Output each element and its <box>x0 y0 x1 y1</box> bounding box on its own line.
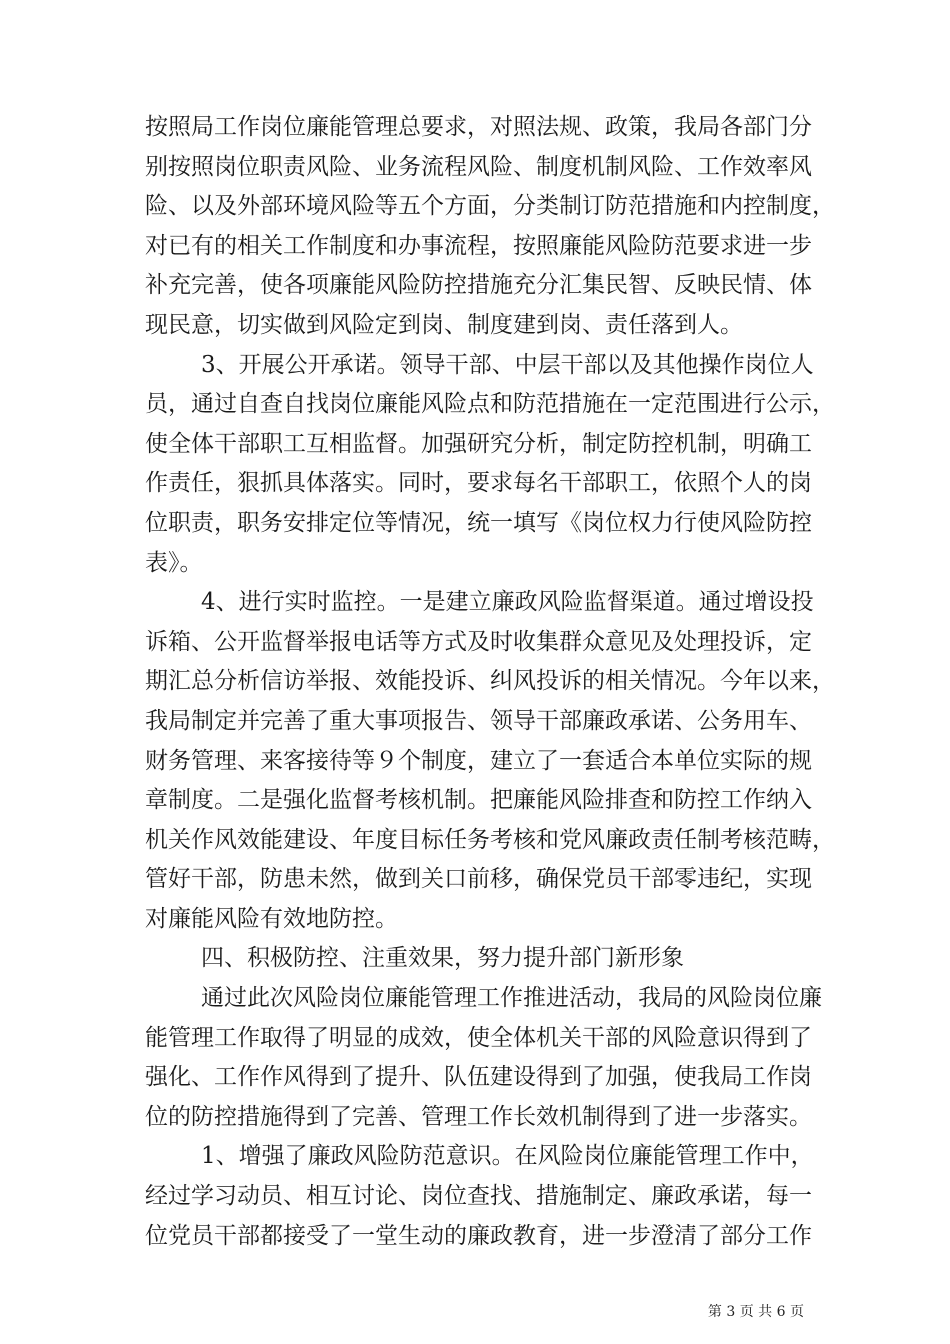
text-line: 位职责，职务安排定位等情况，统一填写《岗位权力行使风险防控 <box>145 509 812 536</box>
text-line: 经过学习动员、相互讨论、岗位查找、措施制定、廉政承诺，每一 <box>145 1183 812 1210</box>
section-heading: 四、积极防控、注重效果，努力提升部门新形象 <box>201 945 684 972</box>
text-line: 位党员干部都接受了一堂生动的廉政教育，进一步澄清了部分工作 <box>145 1222 812 1249</box>
text-line: 按照局工作岗位廉能管理总要求，对照法规、政策，我局各部门分 <box>145 114 812 140</box>
paragraph-start-line: 1、增强了廉政风险防范意识。在风险岗位廉能管理工作中， <box>201 1143 814 1170</box>
text-line: 财务管理、来客接待等９个制度，建立了一套适合本单位实际的规 <box>145 747 812 774</box>
paragraph-start-line: 4、进行实时监控。一是建立廉政风险监督渠道。通过增设投 <box>201 589 814 616</box>
text-line: 现民意，切实做到风险定到岗、制度建到岗、责任落到人。 <box>145 311 743 338</box>
text-line: 能管理工作取得了明显的成效，使全体机关干部的风险意识得到了 <box>145 1024 812 1051</box>
text-line: 位的防控措施得到了完善、管理工作长效机制得到了进一步落实。 <box>145 1103 812 1130</box>
text-line: 期汇总分析信访举报、效能投诉、纠风投诉的相关情况。今年以来， <box>145 668 835 695</box>
text-line: 险、以及外部环境风险等五个方面，分类制订防范措施和内控制度， <box>145 193 835 220</box>
text-line: 作责任，狠抓具体落实。同时，要求每名干部职工，依照个人的岗 <box>145 470 812 497</box>
text-line: 管好干部，防患未然，做到关口前移，确保党员干部零违纪，实现 <box>145 866 812 893</box>
text-line: 诉箱、公开监督举报电话等方式及时收集群众意见及处理投诉，定 <box>145 628 812 655</box>
text-line: 章制度。二是强化监督考核机制。把廉能风险排查和防控工作纳入 <box>145 787 812 814</box>
text-line: 补充完善，使各项廉能风险防控措施充分汇集民智、反映民情、体 <box>145 272 812 299</box>
text-line: 员，通过自查自找岗位廉能风险点和防范措施在一定范围进行公示， <box>145 391 835 418</box>
paragraph-start-line: 通过此次风险岗位廉能管理工作推进活动，我局的风险岗位廉 <box>201 985 822 1012</box>
text-line: 强化、工作作风得到了提升、队伍建设得到了加强，使我局工作岗 <box>145 1064 812 1091</box>
text-line: 使全体干部职工互相监督。加强研究分析，制定防控机制，明确工 <box>145 430 812 457</box>
text-line: 机关作风效能建设、年度目标任务考核和党风廉政责任制考核范畴， <box>145 826 835 853</box>
text-line: 别按照岗位职责风险、业务流程风险、制度机制风险、工作效率风 <box>145 153 812 180</box>
text-line: 对廉能风险有效地防控。 <box>145 905 398 932</box>
text-line: 表》。 <box>145 549 203 576</box>
paragraph-start-line: 3、开展公开承诺。领导干部、中层干部以及其他操作岗位人 <box>201 351 814 378</box>
text-line: 我局制定并完善了重大事项报告、领导干部廉政承诺、公务用车、 <box>145 707 812 734</box>
document-body <box>145 108 835 1256</box>
page-number: 第 3 页 共 6 页 <box>707 1304 804 1320</box>
text-line: 对已有的相关工作制度和办事流程，按照廉能风险防范要求进一步 <box>145 232 812 259</box>
